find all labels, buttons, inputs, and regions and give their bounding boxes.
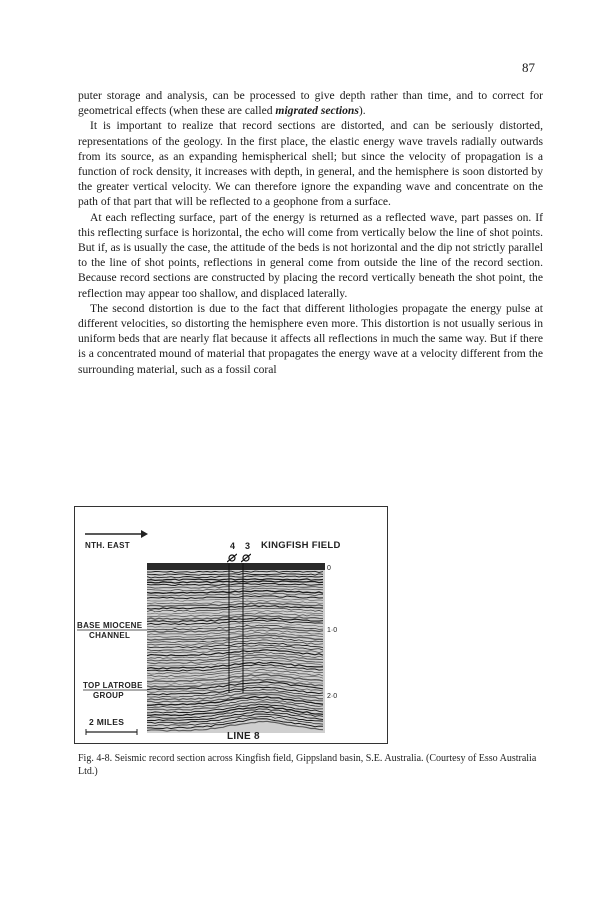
leader-lines — [75, 507, 155, 743]
reflection-trace — [147, 581, 323, 583]
well-symbol-icon — [241, 553, 251, 563]
scale-label: 2 MILES — [89, 717, 125, 727]
reflection-trace — [147, 588, 323, 591]
paragraph — [78, 88, 543, 118]
seismic-traces — [147, 563, 325, 733]
reflection-trace — [147, 596, 323, 599]
seismic-section — [147, 563, 325, 733]
reflection-trace — [147, 576, 323, 578]
paragraph-text: ). — [358, 104, 366, 118]
time-tick: 2·0 — [327, 693, 338, 700]
reflection-trace — [147, 598, 323, 601]
emphasized-term: migrated sections — [275, 104, 359, 118]
horizon-label: GROUP — [93, 691, 124, 700]
paragraph: It is important to realize that record sections are distorted, and can be seriously distorted, representations of the geology. In the first place, the elastic energy wave travels radially outwards from its source, as an expanding hemispherical shell; but since the velocity of propagation is a function of rock density, it increases with depth, in general, and the hemisphere is soon distorted by the greater vertical velocity. We can therefore ignore the expanding wave and concentrate on the path of that part that will be reflected to a geophone from a surface. — [78, 119, 543, 209]
paragraph: At each reflecting surface, part of the energy is returned as a reflected wave, part passes on. If this reflecting surface is horizontal, the echo will come from vertically below the line of shot points. But if, as is usually the case, the attitude of the beds is not horizontal and the dip not strictly parallel to the line of shot points, reflections in general come from outside the line of the record section. Because record sections are constructed by placing the record vertically beneath the shot point, the reflection may appear too shallow, and displaced laterally. — [78, 210, 543, 300]
reflection-trace — [147, 586, 323, 588]
reflection-trace — [147, 571, 323, 572]
scale-bar — [85, 729, 145, 735]
time-tick: 0 — [327, 565, 331, 572]
well-number: 3 — [245, 541, 251, 551]
reflection-trace — [147, 591, 323, 594]
reflection-trace — [147, 574, 323, 576]
line-label: LINE 8 — [227, 731, 260, 742]
well-number: 4 — [230, 541, 236, 551]
reflection-trace — [147, 643, 323, 648]
well-symbol-icon — [227, 553, 237, 563]
time-tick: 1·0 — [327, 627, 338, 634]
reflection-trace — [147, 584, 323, 586]
figure-caption: Fig. 4-8. Seismic record section across Kingfish field, Gippsland basin, S.E. Australia. (Courtesy of Esso Australia Ltd.) — [78, 753, 537, 777]
horizon-label: CHANNEL — [89, 631, 131, 640]
horizon-label: BASE MIOCENE — [77, 621, 143, 630]
reflection-trace — [147, 593, 323, 596]
reflection-trace — [147, 579, 323, 581]
field-label: KINGFISH FIELD — [261, 540, 341, 551]
paragraph: The second distortion is due to the fact that different lithologies propagate the energy pulse at different velocities, so distorting the hemisphere even more. This distortion is not usually serious in uniform beds that are nearly flat because it affects all reflections in much the same way. But if there is a concentrated mound of material that propagates the energy wave at a velocity different from the surrounding material, such as a fossil coral — [78, 301, 543, 376]
body-text — [78, 88, 543, 377]
paragraph-text: puter storage and analysis, can be processed to give depth rather than time, and to correct for geometrical effects (when these are called — [78, 89, 543, 118]
seismic-top-band — [147, 563, 325, 570]
page-number: 87 — [522, 60, 535, 75]
direction-label: NTH. EAST — [85, 541, 130, 550]
reflection-trace — [147, 608, 323, 612]
reflection-trace — [147, 712, 323, 721]
reflection-trace — [147, 601, 323, 604]
reflection-trace — [147, 628, 323, 633]
horizon-label: TOP LATROBE — [83, 681, 143, 690]
seismic-figure — [74, 506, 388, 744]
